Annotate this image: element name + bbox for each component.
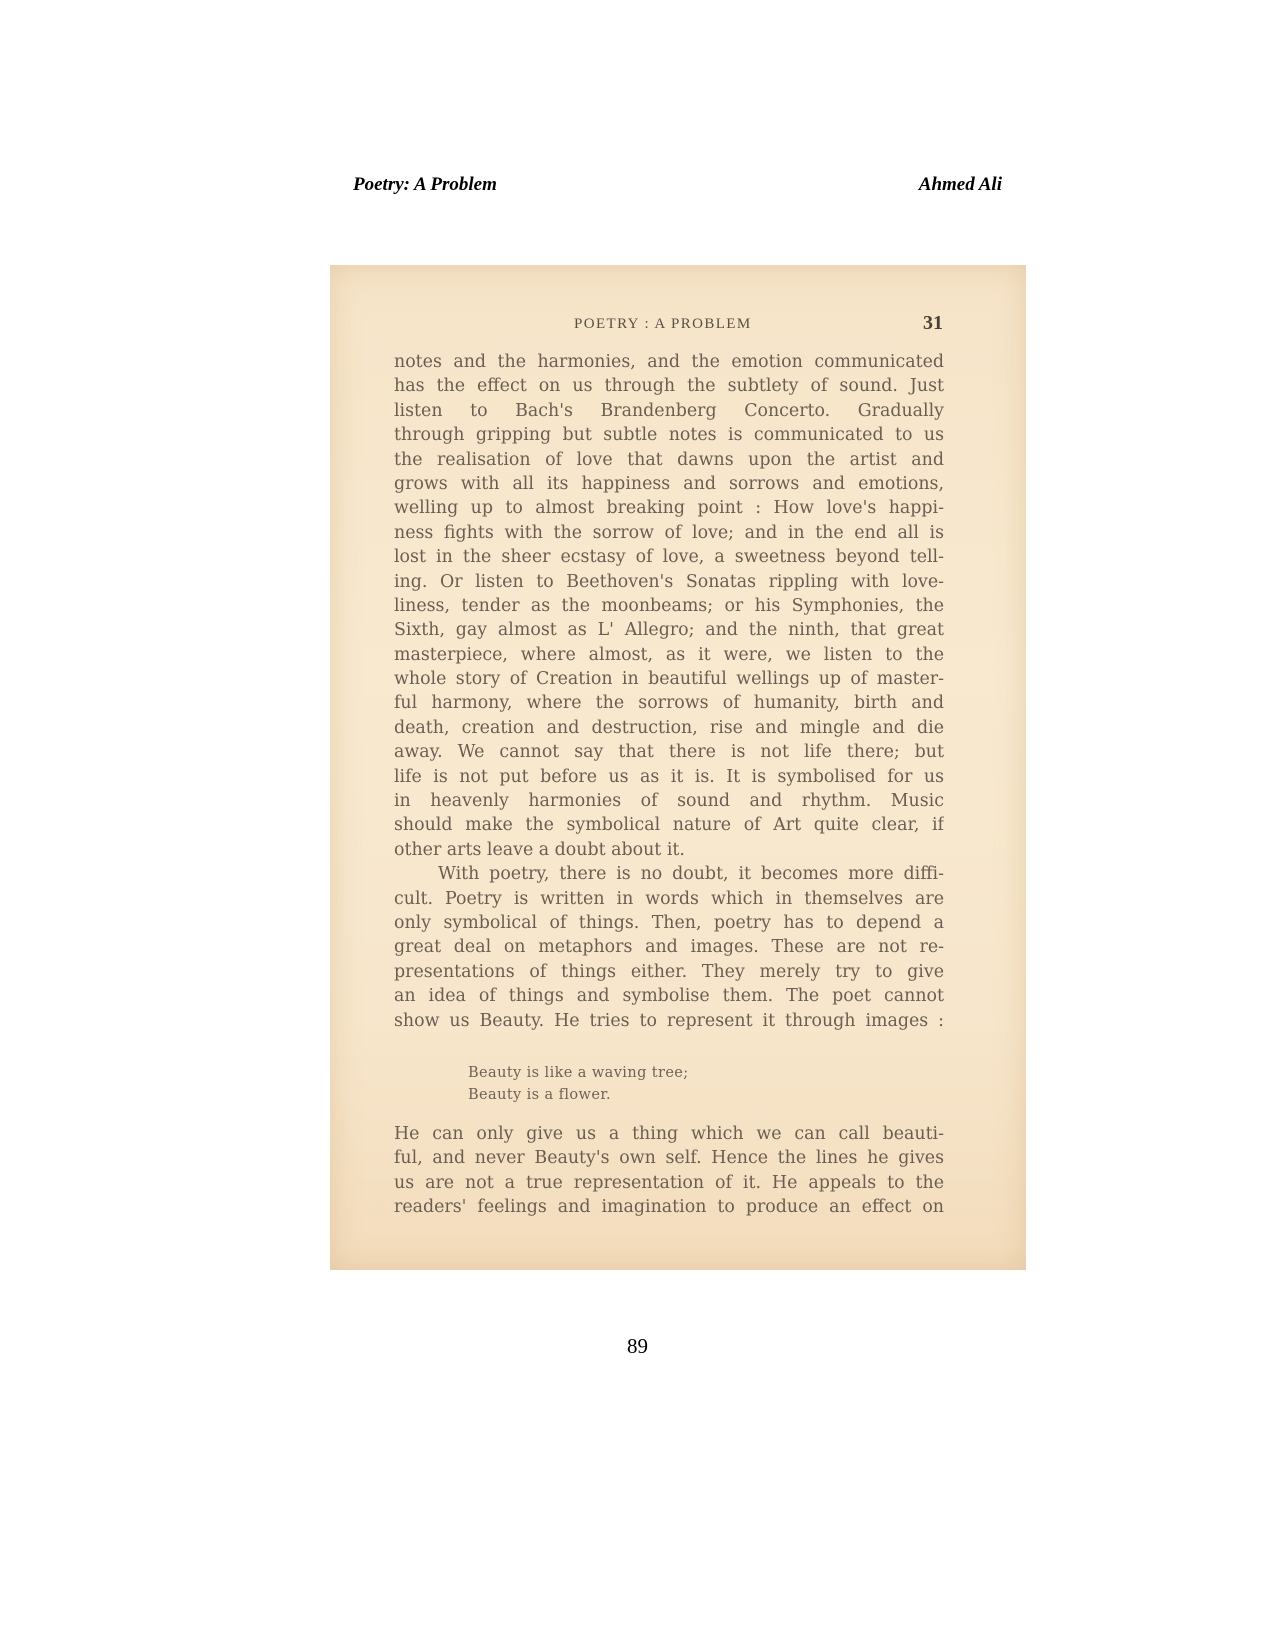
text-line: Sixth, gay almost as L' Allegro; and the ninth, that great	[394, 620, 944, 641]
text-line: an idea of things and symbolise them. The poet cannot	[394, 986, 944, 1007]
text-line: grows with all its happiness and sorrows and emotions,	[394, 473, 944, 494]
verse-line: Beauty is like a waving tree;	[468, 1065, 689, 1081]
text-line: us are not a true representation of it. He appeals to the	[394, 1172, 944, 1193]
text-line: presentations of things either. They merely try to give	[394, 961, 944, 982]
scanned-book-page	[330, 265, 1026, 1270]
text-line: has the effect on us through the subtlety of sound. Just	[394, 376, 944, 397]
text-line: whole story of Creation in beautiful wellings up of master-	[394, 669, 944, 690]
text-line: great deal on metaphors and images. These are not re-	[394, 937, 944, 958]
text-line: in heavenly harmonies of sound and rhythm. Music	[394, 791, 944, 812]
text-line: welling up to almost breaking point : How love's happi-	[394, 498, 944, 519]
text-line: With poetry, there is no doubt, it becomes more diffi-	[438, 864, 944, 885]
text-line: death, creation and destruction, rise and mingle and die	[394, 717, 944, 738]
text-line: life is not put before us as it is. It is symbolised for us	[394, 766, 944, 787]
verse-quote	[468, 1062, 689, 1106]
text-line: ful, and never Beauty's own self. Hence the lines he gives	[394, 1148, 944, 1169]
text-line: lost in the sheer ecstasy of love, a sweetness beyond tell-	[394, 547, 944, 568]
text-line: show us Beauty. He tries to represent it through images :	[394, 1010, 944, 1031]
text-line: masterpiece, where almost, as it were, we listen to the	[394, 644, 944, 665]
text-line: cult. Poetry is written in words which in themselves are	[394, 888, 944, 909]
text-line: away. We cannot say that there is not life there; but	[394, 742, 944, 763]
text-line: the realisation of love that dawns upon the artist and	[394, 449, 944, 470]
text-line: ness fights with the sorrow of love; and in the end all is	[394, 522, 944, 543]
verse-line: Beauty is a flower.	[468, 1087, 612, 1103]
text-line: liness, tender as the moonbeams; or his Symphonies, the	[394, 595, 944, 616]
text-line: ful harmony, where the sorrows of humanity, birth and	[394, 693, 944, 714]
book-page-number: 31	[923, 312, 943, 334]
book-running-head	[330, 312, 1026, 340]
document-page-number: 89	[627, 1334, 648, 1358]
book-running-title: POETRY : A PROBLEM	[574, 316, 752, 332]
text-line: other arts leave a doubt about it.	[394, 839, 685, 860]
text-line: He can only give us a thing which we can call beauti-	[394, 1124, 944, 1144]
text-line: should make the symbolical nature of Art quite clear, if	[394, 815, 944, 836]
running-head-author: Ahmed Ali	[918, 174, 1002, 195]
closing-paragraph	[394, 1122, 944, 1220]
text-line: only symbolical of things. Then, poetry has to depend a	[394, 912, 944, 933]
running-head-title: Poetry: A Problem	[353, 174, 497, 195]
text-line: listen to Bach's Brandenberg Concerto. Gradually	[394, 400, 944, 421]
text-line: ing. Or listen to Beethoven's Sonatas rippling with love-	[394, 571, 944, 592]
body-paragraphs	[394, 350, 944, 1033]
text-line: readers' feelings and imagination to produce an effect on	[394, 1197, 944, 1218]
text-line: notes and the harmonies, and the emotion communicated	[394, 352, 944, 372]
text-line: through gripping but subtle notes is communicated to us	[394, 425, 944, 446]
